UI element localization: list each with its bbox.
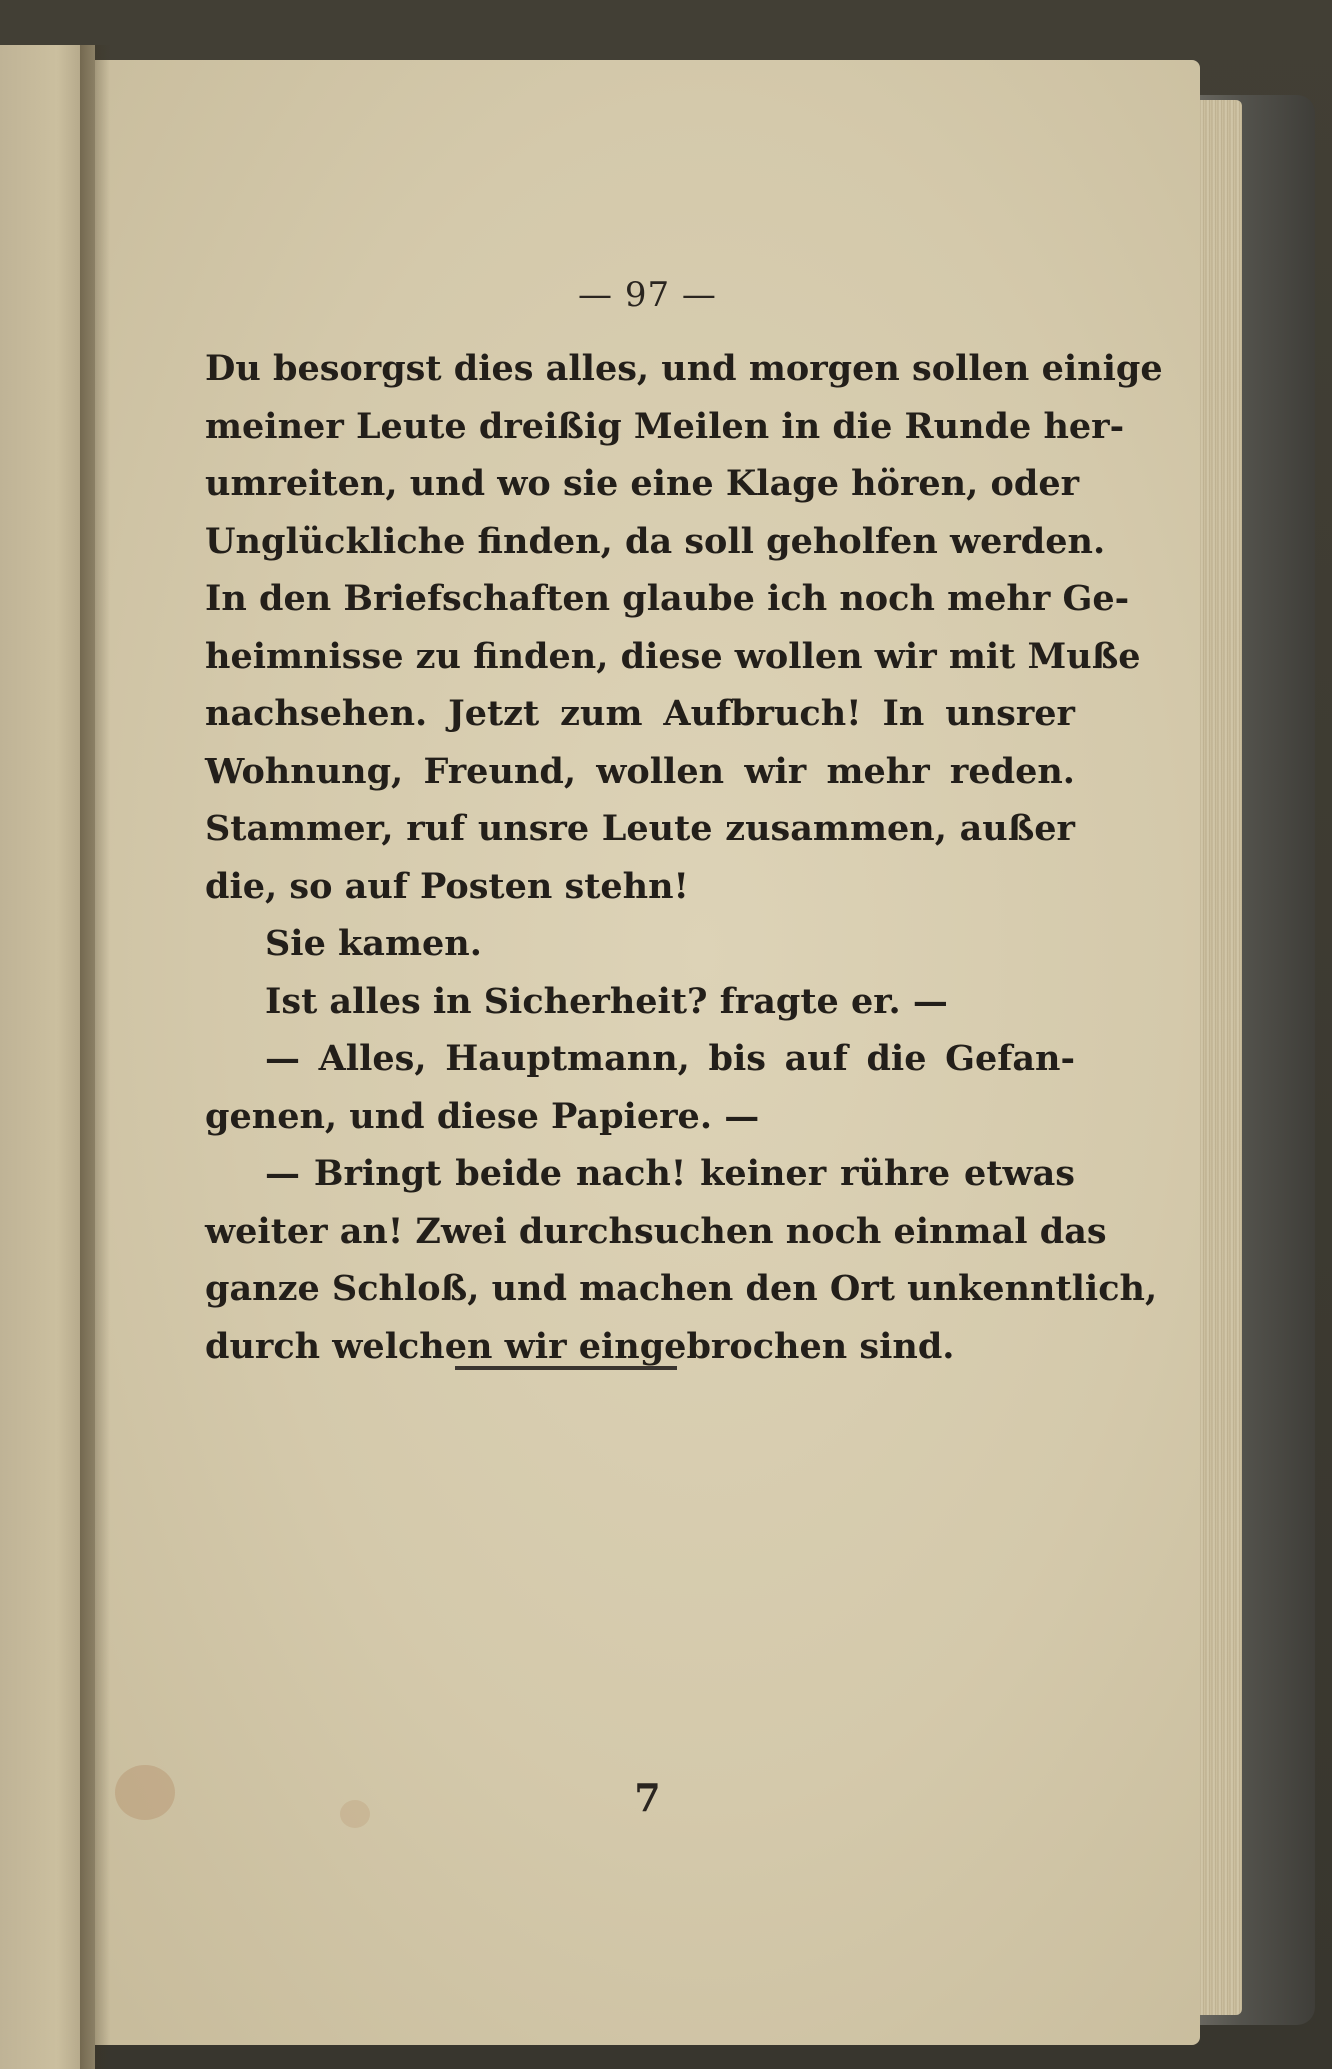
text-line: heimnisse zu finden, diese wollen wir mit Muße — [205, 635, 1141, 677]
text-line: Unglückliche finden, da soll geholfen werden. — [205, 520, 1106, 562]
page-number: — 97 — — [578, 275, 717, 315]
text-line: In den Briefschaften glaube ich noch mehr Ge- — [205, 578, 1130, 619]
gutter-shadow — [80, 45, 110, 2069]
text-line: Du besorgst dies alles, und morgen sollen einige — [205, 348, 1163, 389]
text-line: Stammer, ruf unsre Leute zusammen, außer — [205, 808, 1075, 849]
text-line: die, so auf Posten stehn! — [205, 865, 689, 907]
text-line: Ist alles in Sicherheit? fragte er. — — [265, 980, 948, 1022]
text-line: — Alles, Hauptmann, bis auf die Gefan- — [265, 1038, 1075, 1079]
text-line: umreiten, und wo sie eine Klage hören, oder — [205, 463, 1080, 504]
text-line: meiner Leute dreißig Meilen in die Runde her- — [205, 405, 1125, 447]
text-line: Wohnung, Freund, wollen wir mehr reden. — [205, 750, 1075, 792]
text-line: durch welchen wir eingebrochen sind. — [205, 1325, 955, 1367]
text-line: nachsehen. Jetzt zum Aufbruch! In unsrer — [205, 693, 1075, 734]
book-page — [95, 60, 1200, 2045]
text-line: weiter an! Zwei durchsuchen noch einmal das — [205, 1210, 1107, 1252]
section-rule — [455, 1366, 677, 1370]
text-line: genen, und diese Papiere. — — [205, 1095, 760, 1137]
signature-mark: 7 — [634, 1775, 661, 1820]
text-line: Sie kamen. — [265, 923, 482, 964]
page-text — [205, 340, 1163, 1375]
text-line: ganze Schloß, und machen den Ort unkenntlich, — [205, 1268, 1158, 1309]
text-line: — Bringt beide nach! keiner rühre etwas — [265, 1153, 1075, 1194]
